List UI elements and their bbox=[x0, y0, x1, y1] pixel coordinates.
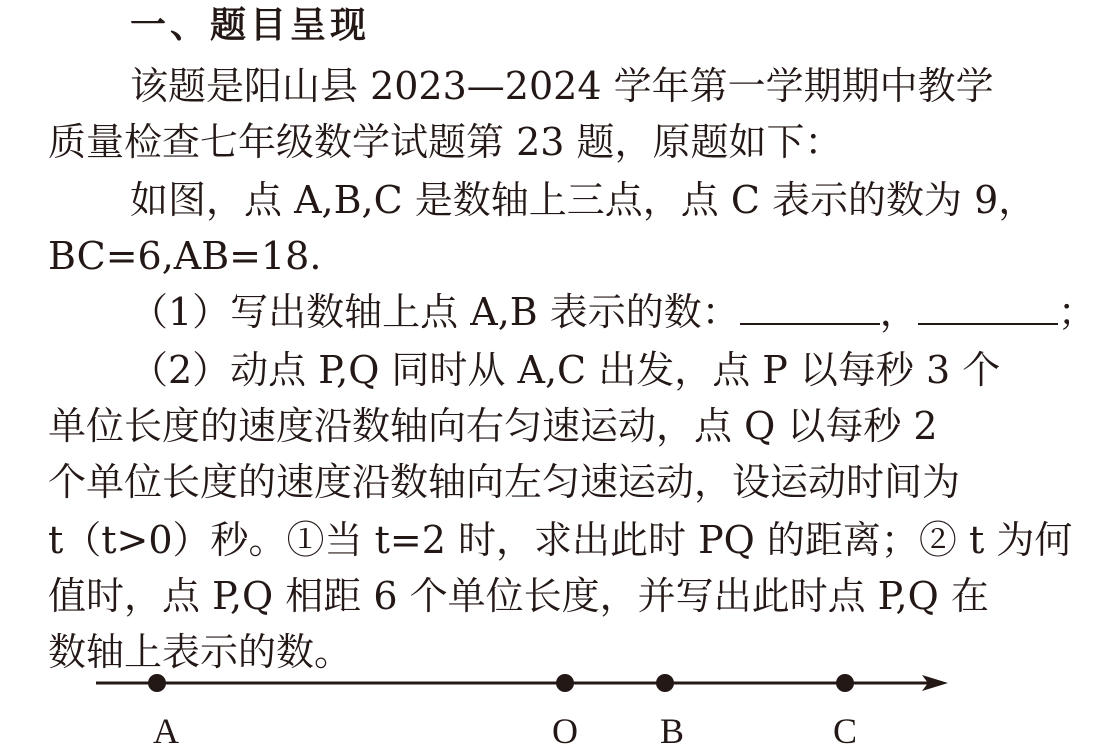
point-a-label: A bbox=[153, 711, 179, 751]
answer-blank-a[interactable] bbox=[740, 293, 880, 325]
point-c-dot bbox=[836, 674, 854, 692]
paragraph-line-1: 该题是阳山县 2023—2024 学年第一学期期中教学 bbox=[130, 64, 994, 108]
question-2-line-3: 个单位长度的速度沿数轴向左匀速运动，设运动时间为 bbox=[48, 460, 961, 504]
question-2-line-6: 数轴上表示的数。 bbox=[48, 630, 353, 674]
point-o-label: O bbox=[552, 711, 578, 751]
question-2-line-5: 值时，点 P,Q 相距 6 个单位长度，并写出此时点 P,Q 在 bbox=[48, 574, 989, 618]
section-heading: 一、题目呈现 bbox=[130, 5, 371, 46]
answer-end: ； bbox=[1057, 290, 1096, 334]
question-1-text: （1）写出数轴上点 A,B 表示的数： bbox=[130, 290, 740, 334]
number-line-figure bbox=[0, 655, 1038, 753]
answer-blank-b[interactable] bbox=[918, 293, 1058, 325]
point-c-label: C bbox=[832, 711, 858, 751]
paragraph-line-4: BC=6,AB=18. bbox=[48, 234, 322, 278]
point-b-dot bbox=[656, 674, 674, 692]
paragraph-line-2: 质量检查七年级数学试题第 23 题，原题如下： bbox=[48, 120, 843, 164]
point-o-dot bbox=[556, 674, 574, 692]
paragraph-line-3: 如图，点 A,B,C 是数轴上三点，点 C 表示的数为 9， bbox=[130, 178, 1037, 222]
question-2-line-4: t（t>0）秒。①当 t=2 时，求出此时 PQ 的距离；② t 为何 bbox=[48, 518, 1073, 562]
question-2-line-2: 单位长度的速度沿数轴向右匀速运动，点 Q 以每秒 2 bbox=[48, 404, 938, 448]
answer-separator: ， bbox=[879, 290, 918, 334]
question-1-line bbox=[130, 288, 1096, 336]
point-a-dot bbox=[148, 674, 166, 692]
question-2-line-1: （2）动点 P,Q 同时从 A,C 出发，点 P 以每秒 3 个 bbox=[130, 348, 1001, 392]
point-b-label: B bbox=[659, 711, 685, 751]
